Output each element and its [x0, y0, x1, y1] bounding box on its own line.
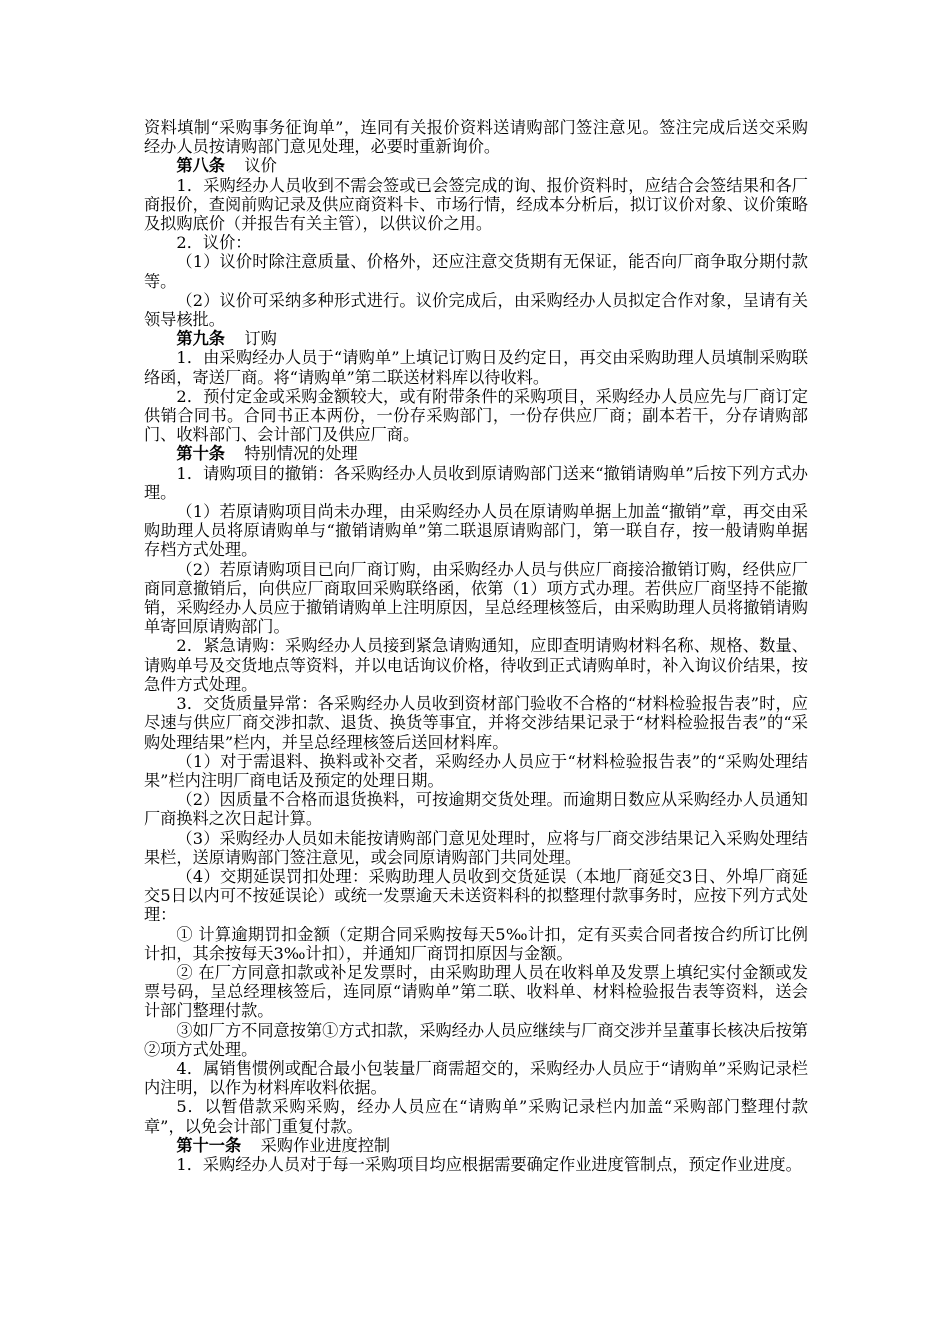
- paragraph: 4．属销售惯例或配合最小包装量厂商需超交的，采购经办人员应于“请购单”采购记录栏内注明，以作为材料库收料依据。: [144, 1058, 808, 1098]
- article-number: 第十条: [176, 444, 225, 464]
- paragraph: ③如厂方不同意按第①方式扣款，采购经办人员应继续与厂商交涉并呈董事长核决后按第②项方式处理。: [144, 1020, 808, 1059]
- paragraph: 2．议价：: [176, 233, 252, 253]
- paragraph: 2．预付定金或采购金额较大，或有附带条件的采购项目，采购经办人员应先与厂商订定供销合同书。合同书正本两份，一份存采购部门，一份存供应厂商；副本若干，分存请购部门、收料部门、会计部门及供应厂商。: [144, 386, 808, 445]
- article-number: 第十一条: [176, 1135, 242, 1155]
- article-heading: [144, 156, 808, 175]
- paragraph: 资料填制“采购事务征询单”，连同有关报价资料送请购部门签注意见。签注完成后送交采购经办人员按请购部门意见处理，必要时重新询价。: [144, 118, 808, 157]
- article-title: 订购: [244, 329, 277, 349]
- document-page: [144, 118, 808, 1174]
- paragraph: （2）因质量不合格而退货换料，可按逾期交货处理。而逾期日数应从采购经办人员通知厂商换料之次日起计算。: [144, 790, 808, 829]
- paragraph: （2）议价可采纳多种形式进行。议价完成后，由采购经办人员拟定合作对象，呈请有关领导核批。: [144, 290, 808, 330]
- paragraph: （3）采购经办人员如未能按请购部门意见处理时，应将与厂商交涉结果记入采购处理结果栏，送原请购部门签注意见，或会同原请购部门共同处理。: [144, 828, 808, 867]
- article-heading: [144, 444, 808, 463]
- article-number: 第九条: [176, 329, 225, 349]
- paragraph: 1．请购项目的撤销：各采购经办人员收到原请购部门送来“撤销请购单”后按下列方式办理。: [144, 463, 808, 502]
- paragraph: （1）议价时除注意质量、价格外，还应注意交货期有无保证，能否向厂商争取分期付款等。: [144, 252, 808, 291]
- article-heading: [144, 1136, 808, 1155]
- paragraph: ② 在厂方同意扣款或补足发票时，由采购助理人员在收料单及发票上填纪实付金额或发票号码，呈总经理核签后，连同原“请购单”第二联、收料单、材料检验报告表等资料，送会计部门整理付款。: [144, 962, 808, 1021]
- paragraph: （4）交期延误罚扣处理：采购助理人员收到交货延误（本地厂商延交3日、外埠厂商延交5日以内可不按延误论）或统一发票逾天未送资料科的拟整理付款事务时，应按下列方式处理：: [144, 866, 808, 925]
- paragraph: 1．由采购经办人员于“请购单”上填记订购日及约定日，再交由采购助理人员填制采购联络函，寄送厂商。将“请购单”第二联送材料库以待收料。: [144, 348, 808, 387]
- paragraph: 2．紧急请购：采购经办人员接到紧急请购通知，应即查明请购材料名称、规格、数量、请购单号及交货地点等资料，并以电话询议价格，待收到正式请购单时，补入询议价结果，按急件方式处理。: [144, 636, 808, 694]
- paragraph: 3．交货质量异常：各采购经办人员收到资材部门验收不合格的“材料检验报告表”时，应尽速与供应厂商交涉扣款、退货、换货等事宜，并将交涉结果记录于“材料检验报告表”的“采购处理结果”栏内，并呈总经理核签后送回材料库。: [144, 694, 808, 752]
- paragraph: （2）若原请购项目已向厂商订购，由采购经办人员与供应厂商接洽撤销订购，经供应厂商同意撤销后，向供应厂商取回采购联络函，依第（1）项方式办理。若供应厂商坚持不能撤销，采购经办人员应于撤销请购单上注明原因，呈总经理核签后，由采购助理人员将撤销请购单寄回原请购部门。: [144, 559, 808, 637]
- article-heading: [144, 329, 808, 348]
- article-title: 特别情况的处理: [244, 444, 358, 464]
- paragraph: ① 计算逾期罚扣金额（定期合同采购按每天5‰计扣，定有买卖合同者按合约所订比例计扣，其余按每天3‰计扣），并通知厂商罚扣原因与金额。: [144, 924, 808, 963]
- article-title: 议价: [244, 156, 277, 176]
- paragraph: （1）对于需退料、换料或补交者，采购经办人员应于“材料检验报告表”的“采购处理结果”栏内注明厂商电话及预定的处理日期。: [144, 751, 808, 790]
- paragraph: 1．采购经办人员对于每一采购项目均应根据需要确定作业进度管制点，预定作业进度。: [176, 1154, 802, 1174]
- paragraph: （1）若原请购项目尚未办理，由采购经办人员在原请购单据上加盖“撤销”章，再交由采购助理人员将原请购单与“撤销请购单”第二联退原请购部门，第一联自存，按一般请购单据存档方式处理。: [144, 502, 808, 560]
- paragraph: 5．以暂借款采购采购，经办人员应在“请购单”采购记录栏内加盖“采购部门整理付款章”，以免会计部门重复付款。: [144, 1097, 808, 1136]
- article-number: 第八条: [176, 156, 225, 176]
- article-title: 采购作业进度控制: [260, 1135, 391, 1155]
- paragraph: 1．采购经办人员收到不需会签或已会签完成的询、报价资料时，应结合会签结果和各厂商报价，查阅前购记录及供应商资料卡、市场行情，经成本分析后，拟订议价对象、议价策略及拟购底价（并报告有关主管），以供议价之用。: [144, 175, 808, 234]
